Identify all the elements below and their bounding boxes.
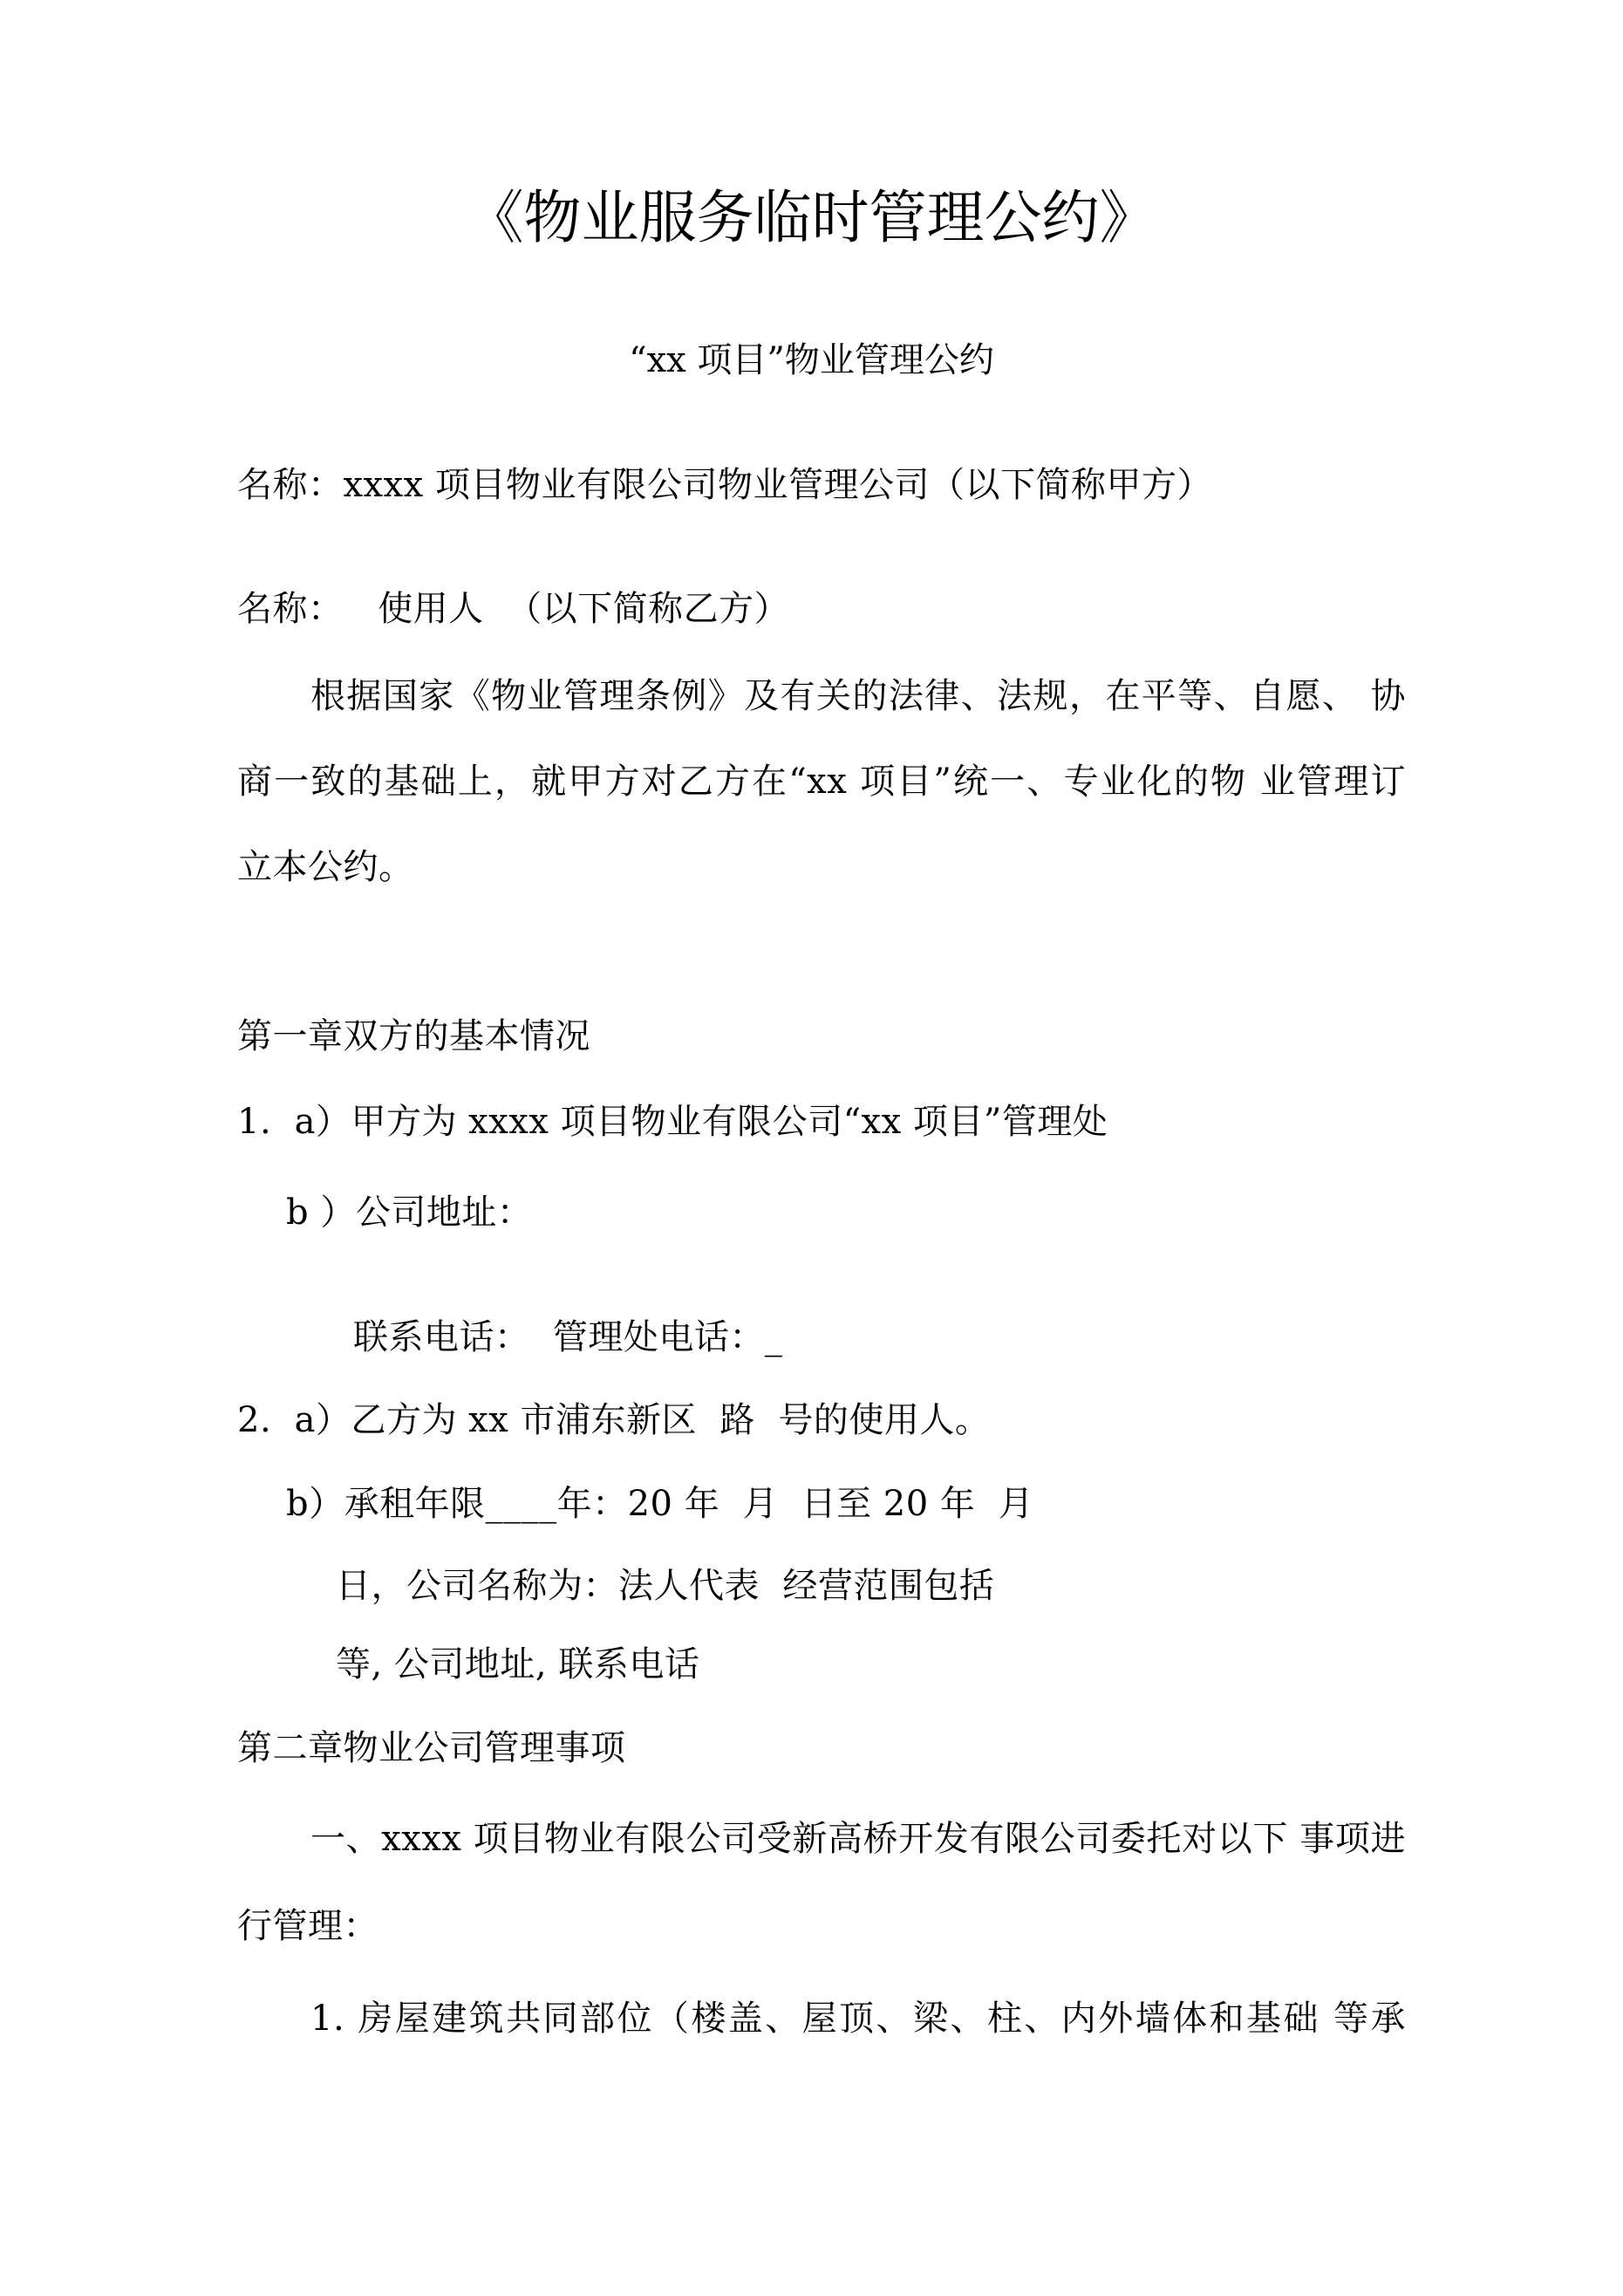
chapter2-para1-line2: 行管理： bbox=[237, 1906, 378, 1946]
chapter1-contact: 联系电话： 管理处电话：_ bbox=[353, 1317, 783, 1357]
chapter1-item2b-cont1: 日，公司名称为：法人代表 经营范围包括 bbox=[336, 1566, 995, 1606]
chapter1-heading: 第一章双方的基本情况 bbox=[237, 1016, 590, 1056]
chapter2-item1: 1. 房屋建筑共同部位（楼盖、屋顶、梁、柱、内外墙体和基础 等承 bbox=[310, 1999, 1406, 2039]
chapter1-item1b: b ）公司地址： bbox=[286, 1192, 533, 1233]
chapter1-item2b-cont2: 等, 公司地址, 联系电话 bbox=[336, 1644, 700, 1684]
party-b-line: 名称： 使用人 （以下简称乙方） bbox=[237, 589, 790, 629]
chapter2-heading: 第二章物业公司管理事项 bbox=[237, 1728, 626, 1768]
chapter1-item2b: b）承租年限____年：20 年 月 日至 20 年 月 bbox=[286, 1484, 1034, 1524]
party-a-line: 名称：xxxx 项目物业有限公司物业管理公司（以下简称甲方） bbox=[237, 465, 1212, 505]
chapter1-item2a: 2. a）乙方为 xx 市浦东新区 路 号的使用人。 bbox=[237, 1400, 991, 1440]
preamble-line-3: 立本公约。 bbox=[237, 847, 414, 887]
document-subtitle: “xx 项目”物业管理公约 bbox=[629, 340, 994, 380]
preamble-line-1: 根据国家《物业管理条例》及有关的法律、法规，在平等、自愿、 协 bbox=[310, 676, 1406, 716]
chapter1-item1a: 1. a）甲方为 xxxx 项目物业有限公司“xx 项目”管理处 bbox=[237, 1102, 1108, 1142]
preamble-line-2: 商一致的基础上，就甲方对乙方在“xx 项目”统一、专业化的物 业管理订 bbox=[237, 762, 1406, 802]
chapter2-para1-line1: 一、xxxx 项目物业有限公司受新高桥开发有限公司委托对以下 事项进 bbox=[310, 1819, 1406, 1859]
document-title: 《物业服务临时管理公约》 bbox=[466, 184, 1157, 251]
